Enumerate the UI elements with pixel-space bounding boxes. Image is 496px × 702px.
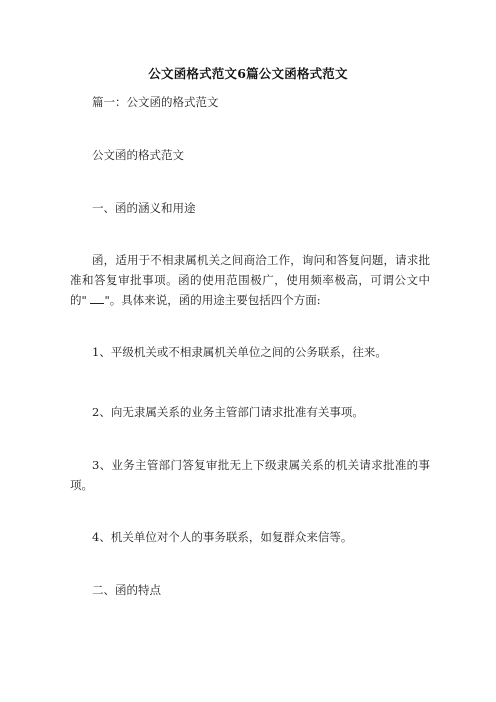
article-heading: 公文函的格式范文 [92,148,184,162]
body-paragraph [70,250,430,310]
body-text-part-1: 函，适用于不相隶属机关之间商洽工作，询问和答复问题，请求批准和答复审批事项。函的使用范围极广，使用频率极高，可谓公文中的" [70,253,430,307]
list-item: 2、向无隶属关系的业务主管部门请求批准有关事项。 [92,405,364,419]
section-2-title: 二、函的特点 [92,583,161,597]
list-item: 3、业务主管部门答复审批无上下级隶属关系的机关请求批准的事项。 [70,458,430,492]
blank-underline [90,291,104,304]
section-1-title: 一、函的涵义和用途 [92,201,196,215]
body-text-part-2: "。具体来说，函的用途主要包括四个方面: [104,293,321,307]
list-item: 1、平级机关或不相隶属机关单位之间的公务联系，往来。 [92,345,387,359]
section-label: 篇一：公文函的格式范文 [92,95,219,109]
document-title: 公文函格式范文6篇公文函格式范文 [148,66,348,81]
list-item: 4、机关单位对个人的事务联系，如复群众来信等。 [92,530,353,544]
